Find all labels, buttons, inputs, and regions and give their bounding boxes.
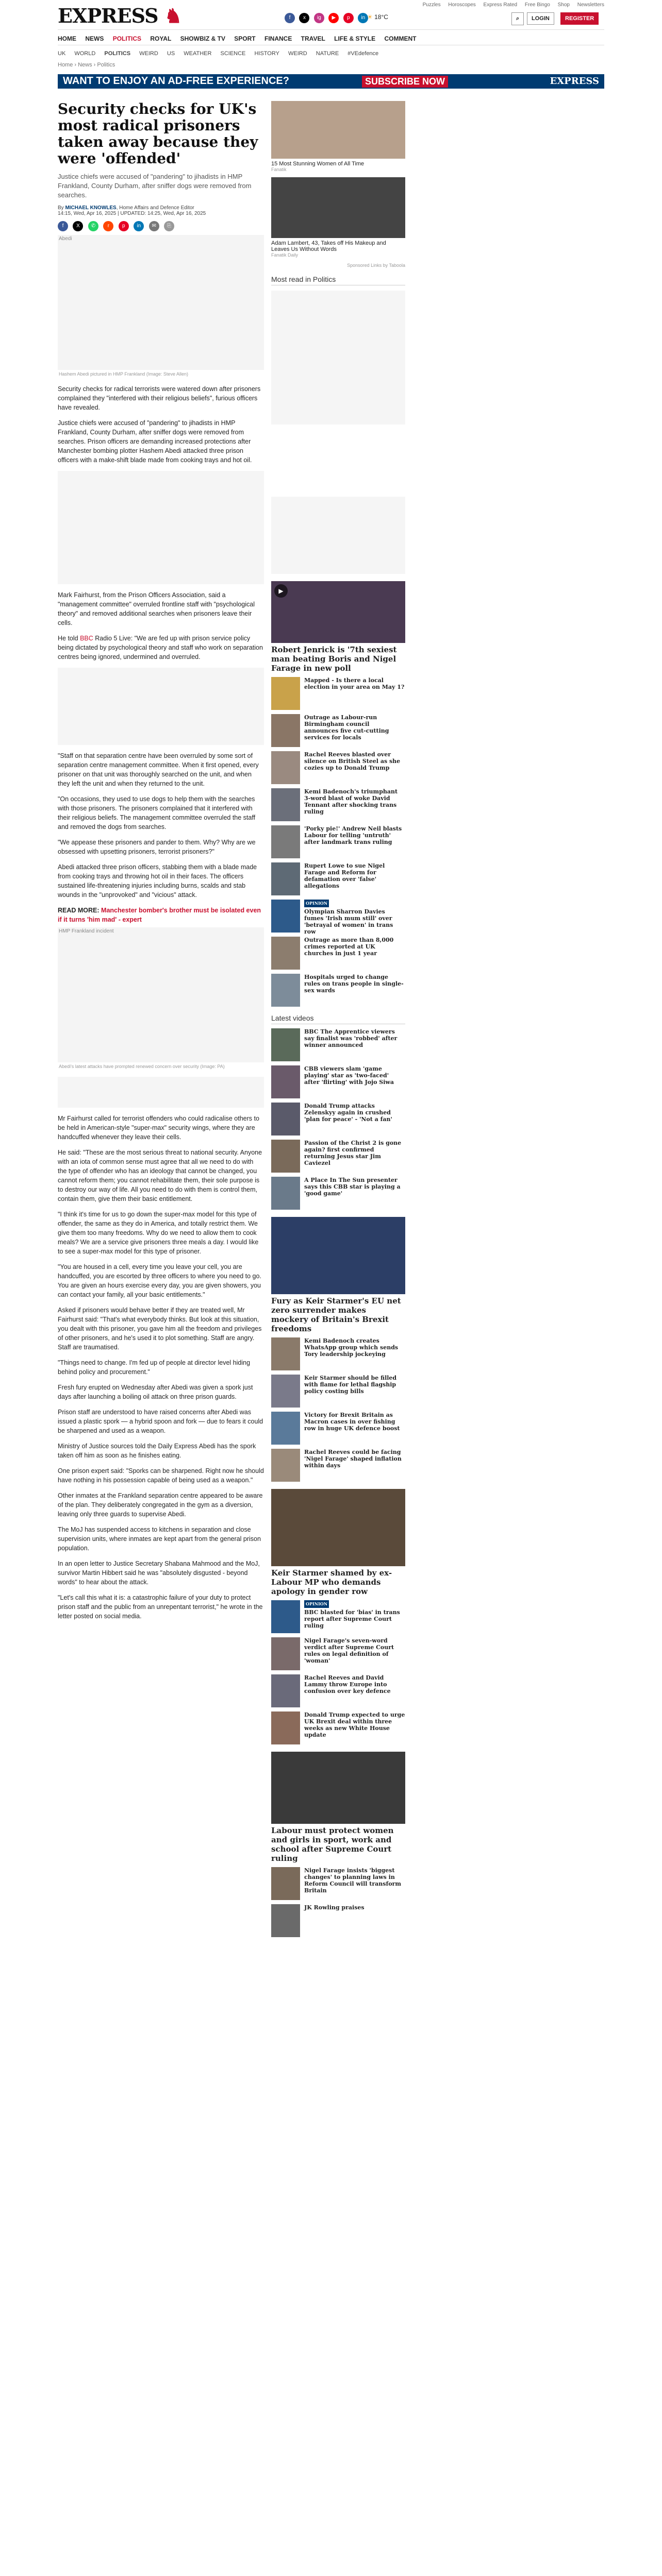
instagram-icon[interactable]: ig [314, 13, 324, 23]
subscribe-now-button[interactable]: SUBSCRIBE NOW [362, 76, 448, 88]
nav-showbiz[interactable]: SHOWBIZ & TV [180, 35, 225, 42]
lead-story[interactable]: Keir Starmer shamed by ex-Labour MP who demands apology in gender row [271, 1489, 405, 1596]
sun-icon: ☀ [367, 13, 375, 21]
opinion-badge: OPINION [304, 1600, 329, 1608]
share-pinterest-icon[interactable]: p [119, 221, 129, 231]
video-item[interactable]: A Place In The Sun presenter says this CBB star is playing a 'good game' [271, 1177, 405, 1210]
paragraph: "Staff on that separation centre have been overruled by some sort of separation centre management committee. When it first opened, every prisoner on that unit was thoroughly searched on the unit, and when they left the unit and when they returned to the unit. [58, 752, 259, 787]
top-link[interactable]: Puzzles [422, 2, 441, 8]
story-list [271, 1867, 405, 1937]
share-facebook-icon[interactable]: f [58, 221, 68, 231]
top-link[interactable]: Free Bingo [524, 2, 550, 8]
ad-slot [58, 1077, 264, 1108]
linkedin-icon[interactable]: in [358, 13, 368, 23]
list-item[interactable]: 'Porky pie!' Andrew Neil blasts Labour for telling 'untruth' after landmark trans ruling [271, 825, 405, 858]
paragraph: Fresh fury erupted on Wednesday after Abedi was given a spork just days after launching a boiling oil attack on three prison guards. [58, 1384, 253, 1400]
nav-life-style[interactable]: LIFE & STYLE [334, 35, 376, 42]
lead-story[interactable]: Fury as Keir Starmer's EU net zero surrender makes mockery of Britain's Brexit freedoms [271, 1217, 405, 1333]
nav-royal[interactable]: ROYAL [150, 35, 172, 42]
latest-videos-title: Latest videos [271, 1014, 405, 1024]
subnav-item[interactable]: POLITICS [104, 50, 131, 57]
list-item[interactable]: Nigel Farage insists 'biggest changes' to planning laws in Reform Council will transform Britain [271, 1867, 405, 1900]
subnav-item[interactable]: #VEdefence [347, 50, 379, 57]
list-item[interactable]: Rupert Lowe to sue Nigel Farage and Reform for defamation over 'false' allegations [271, 862, 405, 895]
top-link[interactable]: Express Rated [483, 2, 518, 8]
nav-comment[interactable]: COMMENT [384, 35, 417, 42]
article-dates: 14:15, Wed, Apr 16, 2025 | UPDATED: 14:25, Wed, Apr 16, 2025 [58, 211, 206, 216]
read-more-link[interactable]: Manchester bomber's brother must be isolated even if it turns 'him mad' - expert [58, 907, 261, 923]
paragraph: Mr Fairhurst called for terrorist offenders who could radicalise others to be held in American-style "super-max" security wings, where they are handcuffed whenever they leave their cells. [58, 1115, 259, 1141]
list-item[interactable]: Victory for Brexit Britain as Macron cases in over fishing row in huge UK defence boost [271, 1412, 405, 1445]
breadcrumb[interactable]: Home › News › Politics [58, 62, 115, 68]
nav-sport[interactable]: SPORT [234, 35, 256, 42]
subnav-item[interactable]: UK [58, 50, 66, 57]
bookmark-icon: ▯ [183, 223, 186, 229]
image-caption: Abedi's latest attacks have prompted renewed concern over security (Image: PA) [59, 1064, 225, 1069]
share-reddit-icon[interactable]: r [103, 221, 113, 231]
promo-card[interactable]: Adam Lambert, 43, Takes off His Makeup and Leaves Us Without Words Fanatik Daily [271, 177, 405, 258]
register-button[interactable]: REGISTER [560, 12, 599, 25]
paragraph: He said: "These are the most serious threat to national security. Anyone with an iota of common sense must agree that all we need to do with the type of offender who has an ideology that cannot be changed, you cannot reform them; you cannot rehabilitate them, their sole purpose is to destroy our way of life. All you need to do with them is control them, contain them, give them their basic entitlement. [58, 1149, 262, 1202]
video-item[interactable]: CBB viewers slam 'game playing' star as 'two-faced' after 'flirting' with Jojo Siwa [271, 1065, 405, 1098]
nav-travel[interactable]: TRAVEL [301, 35, 325, 42]
paragraph: In an open letter to Justice Secretary Shabana Mahmood and the MoJ, survivor Martin Hibbert said he was "absolutely disgusted - beyond words" to hear about the attack. [58, 1560, 260, 1586]
most-read-title: Most read in Politics [271, 275, 405, 285]
nav-finance[interactable]: FINANCE [264, 35, 292, 42]
subnav-item[interactable]: WEIRD [288, 50, 307, 57]
paragraph: "On occasions, they used to use dogs to help them with the searches with those prisoners. The prisoners complained that it interfered with their religious beliefs. The management committee overruled the staff and removed the dogs from searches. [58, 795, 256, 831]
subnav-item[interactable]: NATURE [316, 50, 339, 57]
list-item[interactable]: Kemi Badenoch creates WhatsApp group which sends Tory leadership jockeying [271, 1337, 405, 1370]
primary-nav [58, 32, 604, 45]
social-icons [285, 12, 370, 23]
subnav-item[interactable]: WORLD [74, 50, 96, 57]
list-item[interactable]: Kemi Badenoch's triumphant 3-word blast of woke David Tennant after shocking trans ruling [271, 788, 405, 821]
promo-card[interactable]: 15 Most Stunning Women of All Time Fanatik [271, 101, 405, 172]
headline: Security checks for UK's most radical prisoners taken away because they were 'offended' [58, 100, 258, 167]
subnav-item[interactable]: HISTORY [254, 50, 279, 57]
paragraph: Mark Fairhurst, from the Prison Officers Association, said a "management committee" overruled frontline staff with "psychological theory" and removed additional searches when prisoners leave their cells. [58, 591, 255, 626]
list-item[interactable]: Outrage as Labour-run Birmingham council announces five cut-cutting services for locals [271, 714, 405, 747]
story-list [271, 1600, 405, 1744]
list-item[interactable]: Keir Starmer should be filled with flame for lethal flagship policy costing bills [271, 1375, 405, 1408]
search-icon[interactable]: ⌕ [511, 12, 524, 25]
share-link-icon[interactable]: ⎘ [164, 221, 174, 231]
list-item[interactable]: Rachel Reeves could be facing 'Nigel Farage' shaped inflation within days [271, 1449, 405, 1482]
x-icon[interactable]: x [299, 13, 309, 23]
weather-widget[interactable]: ☀ 18°C [367, 13, 388, 21]
paragraph: Ministry of Justice sources told the Daily Express Abedi has the spork taken off him as soon as he finishes eating. [58, 1443, 256, 1459]
play-icon: ▶ [274, 584, 288, 598]
list-item[interactable]: Nigel Farage's seven-word verdict after Supreme Court rules on legal definition of 'woman' [271, 1637, 405, 1670]
article-body [58, 101, 264, 1621]
sponsored-label: Sponsored Links by Taboola [347, 263, 405, 268]
article-image-abedi[interactable]: Abedi [58, 235, 264, 370]
paragraph: "I think it's time for us to go down the super-max model for this type of offender, the same as they do in America, and totally restrict them. We give them too many freedoms. Why do we need to allow them to cook meals? We are a service give prisoners three meals a day. I would like to see a super-max model for this type of prisoner. [58, 1211, 259, 1255]
banner-logo: EXPRESS [550, 76, 599, 87]
author-link[interactable]: MICHAEL KNOWLES [65, 205, 117, 211]
top-link[interactable]: Newsletters [577, 2, 604, 8]
secondary-nav [58, 47, 604, 60]
lead-story[interactable]: ▶ Robert Jenrick is '7th sexiest man beating Boris and Nigel Farage in new poll [271, 581, 405, 673]
list-item[interactable]: Rachel Reeves blasted over silence on British Steel as she cozies up to Donald Trump [271, 751, 405, 784]
nav-politics[interactable]: POLITICS [112, 35, 142, 42]
share-x-icon[interactable]: X [73, 221, 83, 231]
list-item[interactable]: OPINION BBC blasted for 'bias' in trans report after Supreme Court ruling [271, 1600, 405, 1633]
site-header [58, 0, 604, 30]
top-link[interactable]: Shop [557, 2, 570, 8]
express-logo[interactable]: EXPRESS ♞ [58, 4, 181, 27]
share-email-icon[interactable]: ✉ [149, 221, 159, 231]
paragraph: One prison expert said: "Sporks can be sharpened. Right now he should have nothing in his possession capable of being used as a weapon." [58, 1467, 264, 1484]
paragraph: Prison staff are understood to have raised concerns after Abedi was issued a plastic spork — a hybrid spoon and fork — due to fears it could be sharpened and used as a weapon. [58, 1409, 263, 1434]
paragraph: "We appease these prisoners and pander to them. Why? Why are we obsessed with upsetting prisoners, terrorist prisoners?" [58, 839, 256, 855]
list-item[interactable]: Rachel Reeves and David Lammy throw Europe into confusion over key defence [271, 1674, 405, 1707]
share-whatsapp-icon[interactable]: ✆ [88, 221, 98, 231]
facebook-icon[interactable]: f [285, 13, 295, 23]
most-read-list [271, 677, 405, 1007]
bookmark-button[interactable]: ▯BOOKMARK [179, 221, 205, 231]
ad-slot [58, 668, 264, 745]
ad-slot [58, 471, 264, 584]
nav-home[interactable]: HOME [58, 35, 76, 42]
nav-news[interactable]: NEWS [85, 35, 104, 42]
right-rail [271, 101, 405, 1937]
paragraph: "Let's call this what it is: a catastrophic failure of your duty to protect prison staff and the public from an unrepentant terrorist," he wrote in the letter posted on social media. [58, 1594, 263, 1620]
video-item[interactable]: Passion of the Christ 2 is gone again? first confirmed returning Jesus star Jim Caviezel [271, 1140, 405, 1173]
video-item[interactable]: Donald Trump attacks Zelenskyy again in crushed 'plan for peace' - 'Not a fan' [271, 1103, 405, 1136]
list-item[interactable]: Donald Trump expected to urge UK Brexit deal within three weeks as new White House update [271, 1711, 405, 1744]
read-more: READ MORE: Manchester bomber's brother must be isolated even if it turns 'him mad' - expert [58, 907, 261, 923]
subscribe-banner[interactable] [58, 74, 604, 89]
list-item[interactable]: Mapped - Is there a local election in your area on May 1? [271, 677, 405, 710]
paragraph: He told BBC Radio 5 Live: "We are fed up with prison service policy being dictated by psychological theory and staff who work on separation centres being ignored, undermined and overruled. [58, 635, 263, 660]
ad-slot [271, 291, 405, 425]
paragraph: Asked if prisoners would behave better if they are treated well, Mr Fairhurst said: "That's what everybody thinks. But look at this situation, you dealt with this prisoner, you gave him all the freedom and privileges of other prisoners, and he's used it to plot something. Staff are angry. Staff are traumatised. [58, 1307, 262, 1351]
article-image-frankland[interactable]: HMP Frankland incident [58, 927, 264, 1062]
lead-story[interactable]: Labour must protect women and girls in sport, work and school after Supreme Court ruling [271, 1752, 405, 1863]
list-item[interactable]: OPINION Olympian Sharron Davies fumes 'Irish mum still' over 'betrayal of women' in trans row [271, 900, 405, 933]
video-item[interactable]: BBC The Apprentice viewers say finalist was 'robbed' after winner announced [271, 1028, 405, 1061]
list-item[interactable]: Outrage as more than 8,000 crimes reported at UK churches in just 1 year [271, 937, 405, 970]
paragraph: Abedi attacked three prison officers, stabbing them with a blade made from cooking trays and throwing hot oil in their faces. The officers sustained life-threatening injuries including burns, scalds and stab wounds in the "unprovoked" and "vicious" attack. [58, 863, 257, 899]
paragraph: "Things need to change. I'm fed up of people at director level hiding behind policy and procurement." [58, 1359, 251, 1376]
opinion-badge: OPINION [304, 900, 329, 907]
banner-text: WANT TO ENJOY AN AD-FREE EXPERIENCE? [63, 75, 289, 87]
paragraph: Justice chiefs were accused of "pandering" to jihadists in HMP Frankland, County Durham, after sniffer dogs were removed from searches. Prison officers are demanding increased protections after Manchester bombing plotter Hashem Abedi attacked three prison officers with a make-shift blade made from cooking trays and hot oil. [58, 419, 252, 464]
image-caption: Hashem Abedi pictured in HMP Frankland (Image: Steve Allen) [59, 371, 188, 377]
story-list [271, 1337, 405, 1482]
list-item[interactable]: Hospitals urged to change rules on trans people in single-sex wards [271, 974, 405, 1007]
subnav-item[interactable]: US [167, 50, 175, 57]
top-links [417, 2, 604, 8]
login-button[interactable]: LOGIN [527, 12, 554, 25]
video-list [271, 1028, 405, 1210]
byline: By MICHAEL KNOWLES, Home Affairs and Defence Editor 14:15, Wed, Apr 16, 2025 | UPDATED: 14:25, Wed, Apr 16, 2025 [58, 205, 206, 216]
paragraph: "You are housed in a cell, every time you leave your cell, you are handcuffed, you are escorted by three officers to where you need to go. You are given an hours exercise every day, you are given showers, you can contact your family, all your basic entitlements." [58, 1263, 261, 1298]
share-bar [58, 221, 264, 232]
top-link[interactable]: Horoscopes [448, 2, 476, 8]
subnav-item[interactable]: WEIRD [139, 50, 158, 57]
paragraph: The MoJ has suspended access to kitchens in separation and close supervision units, where inmates are kept apart from the general prison population. [58, 1526, 261, 1552]
paragraph: Security checks for radical terrorists were watered down after prisoners complained they "interfered with their religious beliefs", furious officers have revealed. [58, 385, 261, 411]
crusader-logo-icon: ♞ [158, 4, 181, 27]
youtube-icon[interactable]: ▶ [328, 13, 339, 23]
standfirst: Justice chiefs were accused of "pandering" to jihadists in HMP Frankland, County Durham, after sniffer dogs were removed from searches. [58, 173, 252, 199]
share-linkedin-icon[interactable]: in [134, 221, 144, 231]
pinterest-icon[interactable]: p [343, 13, 354, 23]
subnav-item[interactable]: WEATHER [184, 50, 212, 57]
list-item[interactable]: JK Rowling praises [271, 1904, 405, 1937]
paragraph: Other inmates at the Frankland separation centre appeared to be aware of the plan. They deliberately congregated in the gym as a diversion, leaving only three guards to supervise Abedi. [58, 1492, 263, 1518]
subnav-item[interactable]: SCIENCE [220, 50, 246, 57]
bbc-link[interactable]: BBC [80, 635, 93, 642]
ad-slot [271, 497, 405, 574]
